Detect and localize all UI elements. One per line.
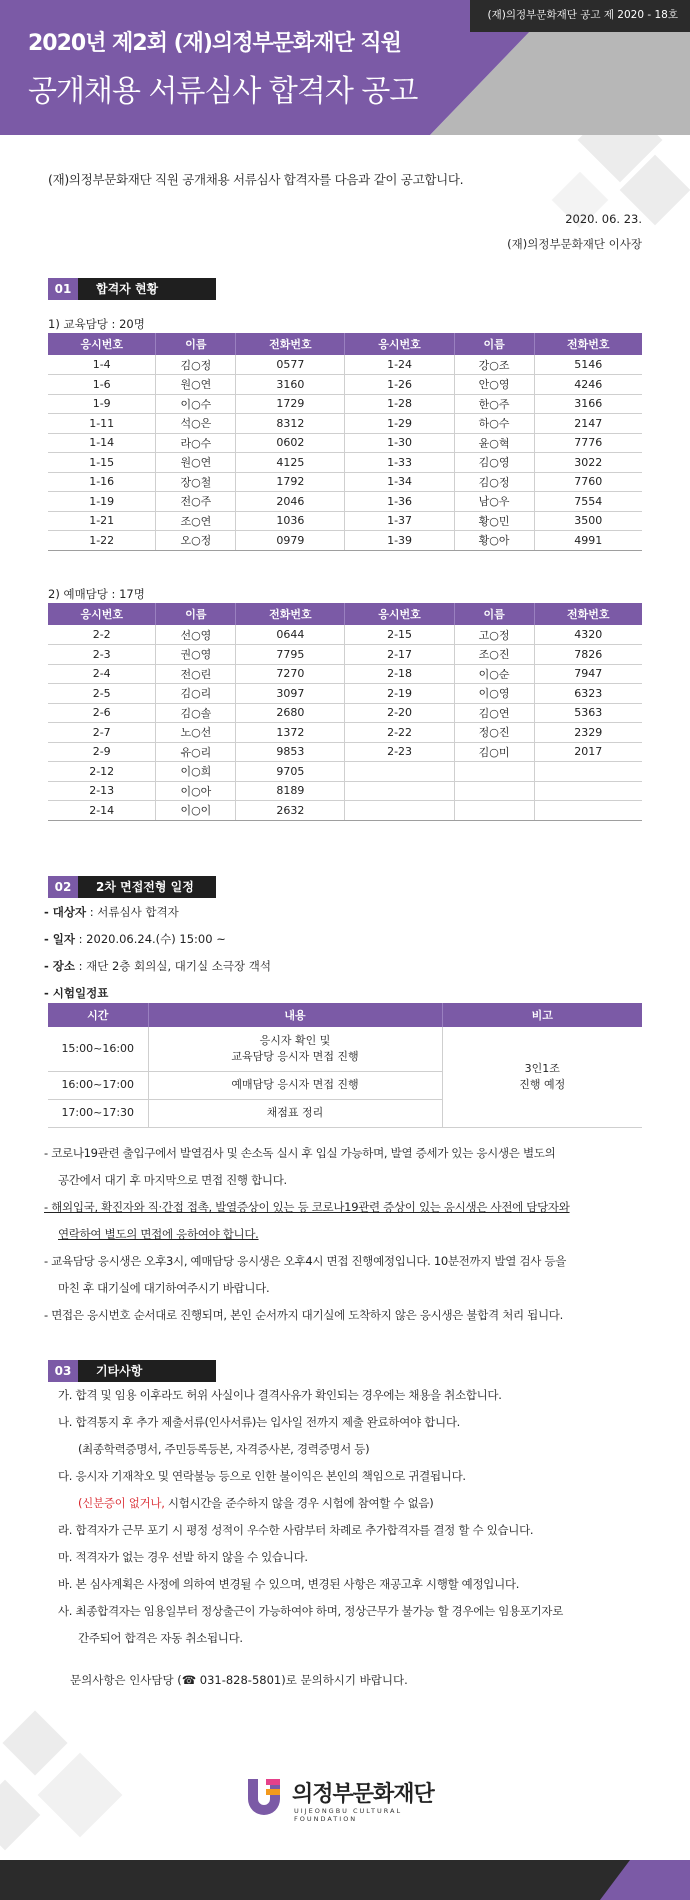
table-cell: 1-39 <box>345 531 454 551</box>
section-3-header <box>48 1360 216 1382</box>
table-cell: 2-18 <box>345 664 454 684</box>
item-ma: 마. 적격자가 없는 경우 선발 하지 않을 수 있습니다. <box>58 1550 308 1564</box>
table-row <box>48 723 642 743</box>
table-cell: 2-3 <box>48 645 156 665</box>
table-cell: 장○철 <box>156 472 236 492</box>
schedule-content: 채점표 정리 <box>148 1099 442 1127</box>
table-row <box>48 355 642 375</box>
table-cell: 이○영 <box>454 684 534 704</box>
group1-header-cell: 전화번호 <box>534 333 642 355</box>
table-cell: 남○우 <box>454 492 534 512</box>
table-cell: 2-17 <box>345 645 454 665</box>
table-cell: 9853 <box>236 742 345 762</box>
table-cell: 7795 <box>236 645 345 665</box>
table-row <box>48 375 642 395</box>
table-cell: 조○연 <box>156 511 236 531</box>
table-cell: 2-9 <box>48 742 156 762</box>
table-cell: 1-34 <box>345 472 454 492</box>
table-cell: 김○연 <box>454 703 534 723</box>
table-cell: 2-23 <box>345 742 454 762</box>
item-na-sub: (최종학력증명서, 주민등록등본, 자격증사본, 경력증명서 등) <box>78 1442 370 1456</box>
other-notes <box>58 1382 658 1652</box>
table-cell: 황○아 <box>454 531 534 551</box>
table-cell: 1-30 <box>345 433 454 453</box>
table-cell: 1-22 <box>48 531 156 551</box>
table-cell <box>345 781 454 801</box>
table-cell: 하○수 <box>454 414 534 434</box>
table-cell: 라○수 <box>156 433 236 453</box>
table-cell: 원○연 <box>156 375 236 395</box>
schedule-label: - 시험일정표 <box>44 986 109 1000</box>
table-cell: 3160 <box>236 375 345 395</box>
header-banner <box>0 0 690 135</box>
table-cell: 윤○혁 <box>454 433 534 453</box>
table-cell: 1036 <box>236 511 345 531</box>
section-1-number: 01 <box>48 278 78 300</box>
table-cell: 2680 <box>236 703 345 723</box>
item-sa-sub: 간주되어 합격은 자동 취소됩니다. <box>78 1631 243 1645</box>
item-da-sub: (신분증이 없거나, 시험시간을 준수하지 않을 경우 시험에 참여할 수 없음) <box>78 1496 434 1510</box>
table-cell: 유○리 <box>156 742 236 762</box>
group1-header-cell: 응시번호 <box>48 333 156 355</box>
table-cell: 7554 <box>534 492 642 512</box>
schedule-header-note: 비고 <box>442 1003 642 1027</box>
table-cell: 전○주 <box>156 492 236 512</box>
schedule-header-content: 내용 <box>148 1003 442 1027</box>
table-cell: 1792 <box>236 472 345 492</box>
table-cell: 권○영 <box>156 645 236 665</box>
table-cell: 1-6 <box>48 375 156 395</box>
table-cell: 0979 <box>236 531 345 551</box>
table-cell: 김○영 <box>454 453 534 473</box>
foundation-logo <box>244 1775 464 1823</box>
table-row <box>48 801 642 821</box>
table-cell: 2-2 <box>48 625 156 645</box>
section-2-header <box>48 876 216 898</box>
table-cell: 2-19 <box>345 684 454 704</box>
target-line: - 대상자 : 서류심사 합격자 <box>44 905 179 919</box>
table-cell: 7270 <box>236 664 345 684</box>
table-cell: 노○선 <box>156 723 236 743</box>
table-cell: 2046 <box>236 492 345 512</box>
table-cell: 1-4 <box>48 355 156 375</box>
table-cell <box>454 781 534 801</box>
table-cell: 오○정 <box>156 531 236 551</box>
logo-english: UIJEONGBU CULTURAL FOUNDATION <box>294 1807 403 1823</box>
table-cell: 0577 <box>236 355 345 375</box>
table-cell: 이○희 <box>156 762 236 782</box>
date-line: - 일자 : 2020.06.24.(수) 15:00 ~ <box>44 932 226 946</box>
table-cell: 1-37 <box>345 511 454 531</box>
note-4: - 면접은 응시번호 순서대로 진행되며, 본인 순서까지 대기실에 도착하지 않은 응시생은 불합격 처리 됩니다. <box>44 1308 563 1322</box>
title-line-2: 공개채용 서류심사 합격자 공고 <box>28 74 418 109</box>
item-ba: 바. 본 심사계획은 사정에 의하여 변경될 수 있으며, 변경된 사항은 재공고후 시행할 예정입니다. <box>58 1577 520 1591</box>
table-row <box>48 511 642 531</box>
table-cell: 9705 <box>236 762 345 782</box>
schedule-time: 15:00~16:00 <box>48 1027 148 1071</box>
note-3: - 교육담당 응시생은 오후3시, 예매담당 응시생은 오후4시 면접 진행예정입니다. 10분전까지 발열 검사 등을 마친 후 대기실에 대기하여주시기 바랍니다. <box>44 1254 567 1295</box>
table-cell: 1-11 <box>48 414 156 434</box>
table-cell: 5363 <box>534 703 642 723</box>
table-row <box>48 531 642 551</box>
intro-text: (재)의정부문화재단 직원 공개채용 서류심사 합격자를 다음과 같이 공고합니다. <box>48 172 464 187</box>
place-line: - 장소 : 재단 2층 회의실, 대기실 소극장 객석 <box>44 959 271 973</box>
table-row <box>48 472 642 492</box>
table-cell: 김○리 <box>156 684 236 704</box>
table-cell: 김○정 <box>454 472 534 492</box>
table-cell: 1-15 <box>48 453 156 473</box>
table-cell: 0602 <box>236 433 345 453</box>
table-cell: 김○미 <box>454 742 534 762</box>
note-1: - 코로나19관련 출입구에서 발열검사 및 손소독 실시 후 입실 가능하며, 발열 증세가 있는 응시생은 별도의 공간에서 대기 후 마지막으로 면접 진행 합니다. <box>44 1146 556 1187</box>
table-cell: 김○솔 <box>156 703 236 723</box>
table-cell: 2-22 <box>345 723 454 743</box>
group1-header-cell: 전화번호 <box>236 333 345 355</box>
decor-diamond <box>38 1753 123 1838</box>
table-cell: 1-24 <box>345 355 454 375</box>
table-cell: 전○린 <box>156 664 236 684</box>
table-cell: 2-6 <box>48 703 156 723</box>
table-cell: 3097 <box>236 684 345 704</box>
interview-notes <box>44 1140 654 1329</box>
table-cell: 선○영 <box>156 625 236 645</box>
table-cell: 김○정 <box>156 355 236 375</box>
table-cell: 1-36 <box>345 492 454 512</box>
table-cell: 석○은 <box>156 414 236 434</box>
table-cell: 2147 <box>534 414 642 434</box>
table-cell: 2329 <box>534 723 642 743</box>
table-cell <box>534 801 642 821</box>
table-cell: 2-13 <box>48 781 156 801</box>
group2-header-cell: 전화번호 <box>534 603 642 625</box>
group2-header-cell: 이름 <box>454 603 534 625</box>
table-cell: 한○주 <box>454 394 534 414</box>
table-cell: 1-16 <box>48 472 156 492</box>
table-cell: 정○진 <box>454 723 534 743</box>
table-cell: 고○정 <box>454 625 534 645</box>
logo-name: 의정부문화재단 <box>292 1782 434 1807</box>
notice-date: 2020. 06. 23. <box>565 212 642 226</box>
item-ra: 라. 합격자가 근무 포기 시 평정 성적이 우수한 사람부터 차례로 추가합격자를 결정 할 수 있습니다. <box>58 1523 534 1537</box>
table-cell: 2-4 <box>48 664 156 684</box>
table-cell: 7826 <box>534 645 642 665</box>
contact-info: 문의사항은 인사담당 (☎ 031-828-5801)로 문의하시기 바랍니다. <box>70 1673 408 1687</box>
note-2: - 해외입국, 확진자와 직·간접 접촉, 발열증상이 있는 등 코로나19관련 증상이 있는 응시생은 사전에 담당자와 연락하여 별도의 면접에 응하여야 합니다. <box>44 1200 570 1241</box>
schedule-content: 예매담당 응시자 면접 진행 <box>148 1071 442 1099</box>
group2-header-cell: 이름 <box>156 603 236 625</box>
table-row <box>48 645 642 665</box>
table-cell: 강○조 <box>454 355 534 375</box>
section-2-title: 2차 면접전형 일정 <box>96 880 194 894</box>
table-cell: 3500 <box>534 511 642 531</box>
table-cell <box>454 762 534 782</box>
table-cell: 3166 <box>534 394 642 414</box>
section-1-title: 합격자 현황 <box>96 282 159 296</box>
footer-bar <box>0 1860 690 1900</box>
table-cell <box>534 781 642 801</box>
table-row <box>48 433 642 453</box>
interview-info <box>44 899 271 1007</box>
table-cell <box>534 762 642 782</box>
table-row <box>48 492 642 512</box>
schedule-note: 3인1조 진행 예정 <box>442 1027 642 1127</box>
foundation-logo-icon <box>244 1775 284 1815</box>
group1-header-cell: 이름 <box>454 333 534 355</box>
table-cell: 1-26 <box>345 375 454 395</box>
table-cell: 1-19 <box>48 492 156 512</box>
title-line-1: 2020년 제2회 (재)의정부문화재단 직원 <box>28 31 401 56</box>
table-cell: 8189 <box>236 781 345 801</box>
table-row <box>48 664 642 684</box>
table-cell <box>345 762 454 782</box>
table-cell: 1-29 <box>345 414 454 434</box>
table-cell: 2-14 <box>48 801 156 821</box>
header-code-bar <box>470 0 690 32</box>
table-cell: 6323 <box>534 684 642 704</box>
schedule-header-time: 시간 <box>48 1003 148 1027</box>
table-cell: 1729 <box>236 394 345 414</box>
table-cell: 황○민 <box>454 511 534 531</box>
table-cell: 3022 <box>534 453 642 473</box>
item-na: 나. 합격통지 후 추가 제출서류(인사서류)는 입사일 전까지 제출 완료하여야 합니다. <box>58 1415 460 1429</box>
group2-header-cell: 전화번호 <box>236 603 345 625</box>
table-cell: 조○진 <box>454 645 534 665</box>
table-cell: 1-33 <box>345 453 454 473</box>
table-row <box>48 394 642 414</box>
group2-header-cell: 응시번호 <box>345 603 454 625</box>
table-cell: 이○수 <box>156 394 236 414</box>
item-sa: 사. 최종합격자는 임용일부터 정상출근이 가능하여야 하며, 정상근무가 불가능 할 경우에는 임용포기자로 <box>58 1604 564 1618</box>
section-3-title: 기타사항 <box>96 1364 143 1378</box>
item-ga: 가. 합격 및 임용 이후라도 허위 사실이나 결격사유가 확인되는 경우에는 채용을 취소합니다. <box>58 1388 502 1402</box>
decor-diamond <box>2 1710 67 1775</box>
schedule-time: 16:00~17:00 <box>48 1071 148 1099</box>
table-cell: 7760 <box>534 472 642 492</box>
table-row <box>48 625 642 645</box>
table-cell: 1372 <box>236 723 345 743</box>
table-cell: 2-5 <box>48 684 156 704</box>
table-cell: 이○순 <box>454 664 534 684</box>
table-cell: 2-7 <box>48 723 156 743</box>
table-row <box>48 762 642 782</box>
table-cell: 0644 <box>236 625 345 645</box>
section-2-number: 02 <box>48 876 78 898</box>
table-cell: 4991 <box>534 531 642 551</box>
decor-diamond <box>0 1780 40 1851</box>
table-cell: 원○연 <box>156 453 236 473</box>
group-2-label: 2) 예매담당 : 17명 <box>48 587 145 601</box>
section-3-number: 03 <box>48 1360 78 1382</box>
table-cell: 이○아 <box>156 781 236 801</box>
table-cell: 2-20 <box>345 703 454 723</box>
table-cell: 8312 <box>236 414 345 434</box>
table-cell <box>345 801 454 821</box>
signature: (재)의정부문화재단 이사장 <box>507 237 642 251</box>
group-1-table <box>48 333 642 551</box>
table-cell: 4320 <box>534 625 642 645</box>
table-cell: 2017 <box>534 742 642 762</box>
table-cell: 1-9 <box>48 394 156 414</box>
table-cell: 7947 <box>534 664 642 684</box>
table-cell: 5146 <box>534 355 642 375</box>
group-1-label: 1) 교육담당 : 20명 <box>48 317 145 331</box>
table-cell: 1-28 <box>345 394 454 414</box>
table-row <box>48 414 642 434</box>
table-row <box>48 742 642 762</box>
table-cell: 7776 <box>534 433 642 453</box>
table-cell: 안○영 <box>454 375 534 395</box>
table-cell: 이○이 <box>156 801 236 821</box>
table-cell: 4246 <box>534 375 642 395</box>
schedule-time: 17:00~17:30 <box>48 1099 148 1127</box>
group1-header-cell: 응시번호 <box>345 333 454 355</box>
group-2-table <box>48 603 642 821</box>
table-cell: 2-15 <box>345 625 454 645</box>
table-cell: 1-14 <box>48 433 156 453</box>
table-cell <box>454 801 534 821</box>
section-1-header <box>48 278 216 300</box>
item-da: 다. 응시자 기재착오 및 연락불능 등으로 인한 불이익은 본인의 책임으로 귀결됩니다. <box>58 1469 466 1483</box>
schedule-content: 응시자 확인 및 교육담당 응시자 면접 진행 <box>148 1027 442 1071</box>
table-row <box>48 703 642 723</box>
table-cell: 1-21 <box>48 511 156 531</box>
table-cell: 2-12 <box>48 762 156 782</box>
table-cell: 4125 <box>236 453 345 473</box>
notice-code: (재)의정부문화재단 공고 제 2020 - 18호 <box>487 9 678 21</box>
table-row <box>48 453 642 473</box>
schedule-table <box>48 1003 642 1128</box>
table-row <box>48 781 642 801</box>
group2-header-cell: 응시번호 <box>48 603 156 625</box>
table-row <box>48 684 642 704</box>
table-cell: 2632 <box>236 801 345 821</box>
group1-header-cell: 이름 <box>156 333 236 355</box>
